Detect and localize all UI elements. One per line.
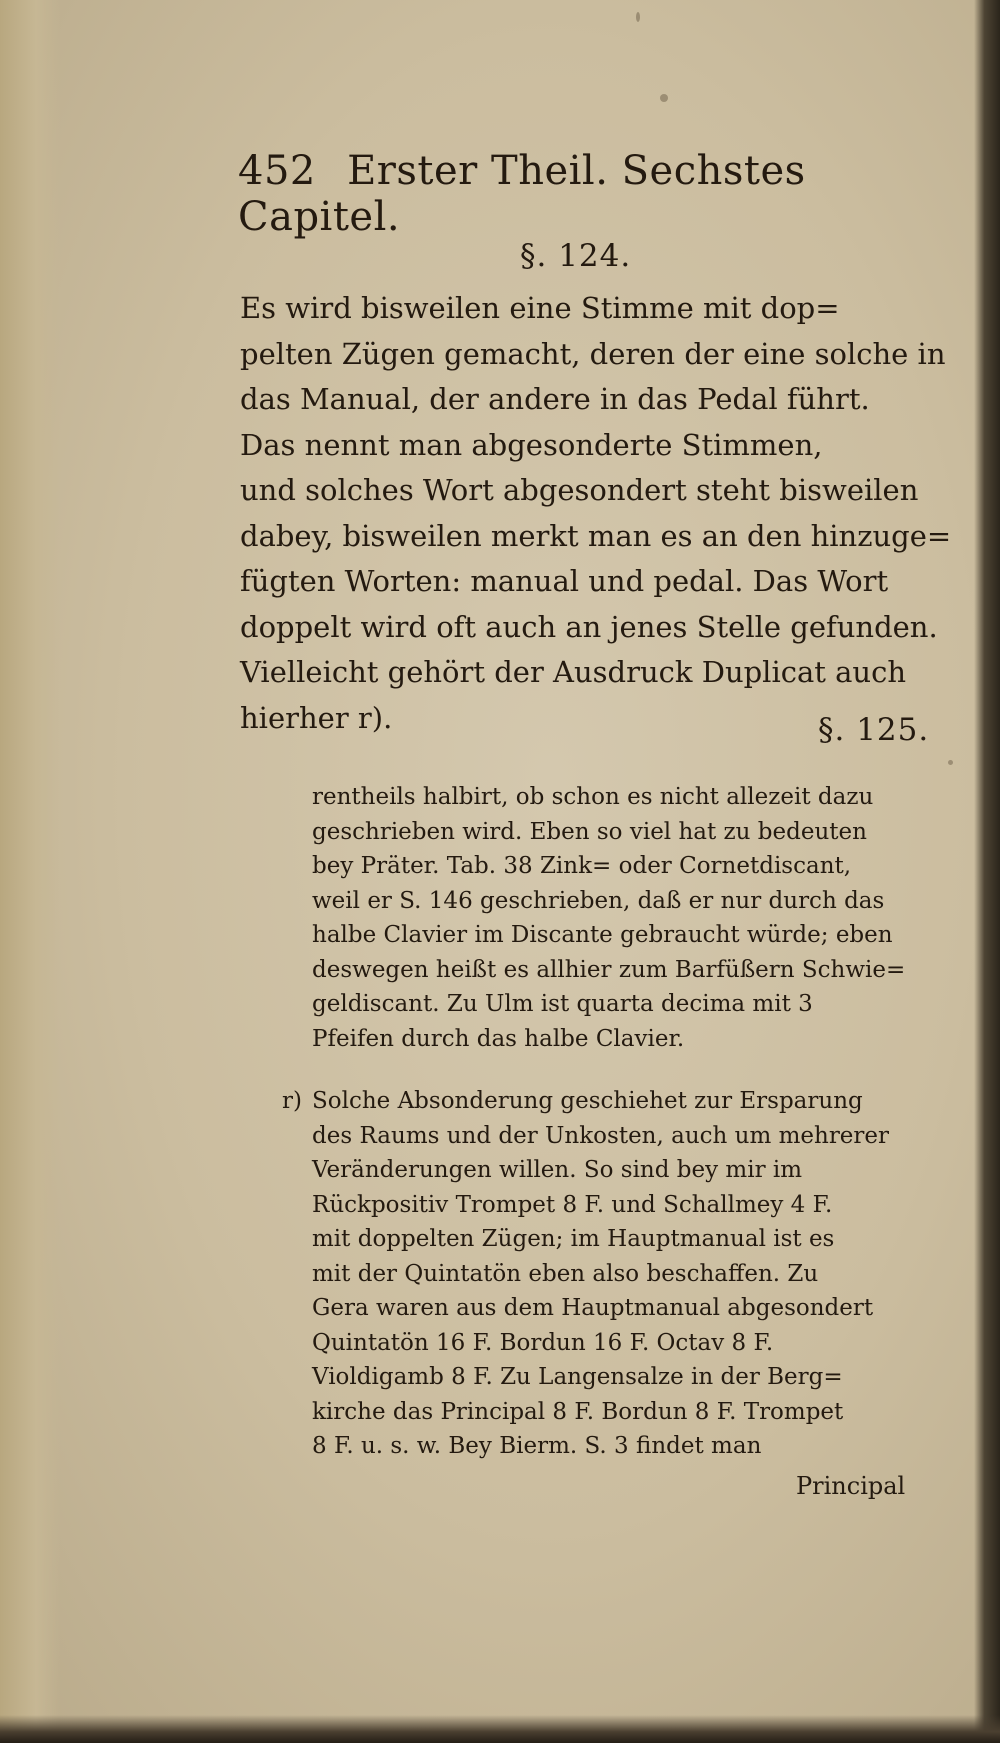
text-line: Das nennt man abgesonderte Stimmen, bbox=[240, 427, 823, 462]
footnote-marker-r: r) bbox=[282, 1088, 302, 1114]
catchword: Principal bbox=[796, 1472, 906, 1500]
text-line: das Manual, der andere in das Pedal führt. bbox=[240, 382, 870, 416]
footnote-line: rentheils halbirt, ob schon es nicht allezeit dazu bbox=[312, 784, 874, 810]
section-heading-125: §. 125. bbox=[818, 712, 930, 748]
page-left-edge bbox=[0, 0, 60, 1743]
page-bottom-edge-shadow bbox=[0, 1715, 1000, 1743]
footnote-continuation bbox=[312, 780, 932, 1056]
page-right-edge-shadow bbox=[974, 0, 1000, 1743]
footnote-line: geldiscant. Zu Ulm ist quarta decima mit 3 bbox=[312, 991, 813, 1017]
footnote-line: Pfeifen durch das halbe Clavier. bbox=[312, 1025, 685, 1052]
footnote-line: mit doppelten Zügen; im Hauptmanual ist es bbox=[312, 1226, 835, 1252]
section-heading-124: §. 124. bbox=[520, 238, 632, 274]
paper-fleck bbox=[660, 94, 668, 102]
paper-fleck bbox=[636, 12, 640, 22]
footnote-line: Gera waren aus dem Hauptmanual abgesondert bbox=[312, 1295, 874, 1321]
text-line: Vielleicht gehört der Ausdruck Duplicat auch bbox=[240, 655, 907, 689]
main-paragraph bbox=[240, 286, 952, 741]
text-line: und solches Wort abgesondert steht bisweilen bbox=[240, 473, 919, 507]
footnote-line: Veränderungen willen. So sind bey mir im bbox=[312, 1157, 803, 1183]
footnote-line: des Raums und der Unkosten, auch um mehrerer bbox=[312, 1122, 890, 1149]
footnote-line: kirche das Principal 8 F. Bordun 8 F. Trompet bbox=[312, 1398, 844, 1425]
footnote-line: Violdigamb 8 F. Zu Langensalze in der Berg= bbox=[312, 1364, 843, 1390]
text-line: fügten Worten: manual und pedal. Das Wort bbox=[240, 564, 889, 598]
footnote-line: Rückpositiv Trompet 8 F. und Schallmey 4 F. bbox=[312, 1191, 833, 1218]
footnote-line: Solche Absonderung geschiehet zur Ersparung bbox=[312, 1088, 863, 1114]
footnote-line: bey Präter. Tab. 38 Zink= oder Cornetdiscant, bbox=[312, 853, 852, 879]
footnote-line: weil er S. 146 geschrieben, daß er nur durch das bbox=[312, 887, 885, 914]
text-line: dabey, bisweilen merkt man es an den hinzuge= bbox=[240, 518, 952, 553]
footnote-line: 8 F. u. s. w. Bey Bierm. S. 3 findet man bbox=[312, 1433, 762, 1459]
paper-fleck bbox=[948, 760, 953, 765]
footnote-r bbox=[312, 1084, 932, 1464]
running-header bbox=[238, 148, 878, 240]
footnote-line: geschrieben wird. Eben so viel hat zu bedeuten bbox=[312, 818, 867, 845]
text-line: pelten Zügen gemacht, deren der eine solche in bbox=[240, 336, 946, 371]
text-line: Es wird bisweilen eine Stimme mit dop= bbox=[240, 291, 840, 325]
footnote-line: Quintatön 16 F. Bordun 16 F. Octav 8 F. bbox=[312, 1329, 774, 1356]
text-line: hierher r). bbox=[240, 700, 393, 735]
footnote-line: deswegen heißt es allhier zum Barfüßern Schwie= bbox=[312, 956, 906, 983]
running-title: Erster Theil. Sechstes Capitel. bbox=[238, 148, 806, 240]
footnote-line: mit der Quintatön eben also beschaffen. Zu bbox=[312, 1260, 819, 1287]
page-number: 452 bbox=[238, 148, 316, 194]
text-line: doppelt wird oft auch an jenes Stelle gefunden. bbox=[240, 609, 938, 644]
footnote-line: halbe Clavier im Discante gebraucht würde; eben bbox=[312, 922, 893, 948]
